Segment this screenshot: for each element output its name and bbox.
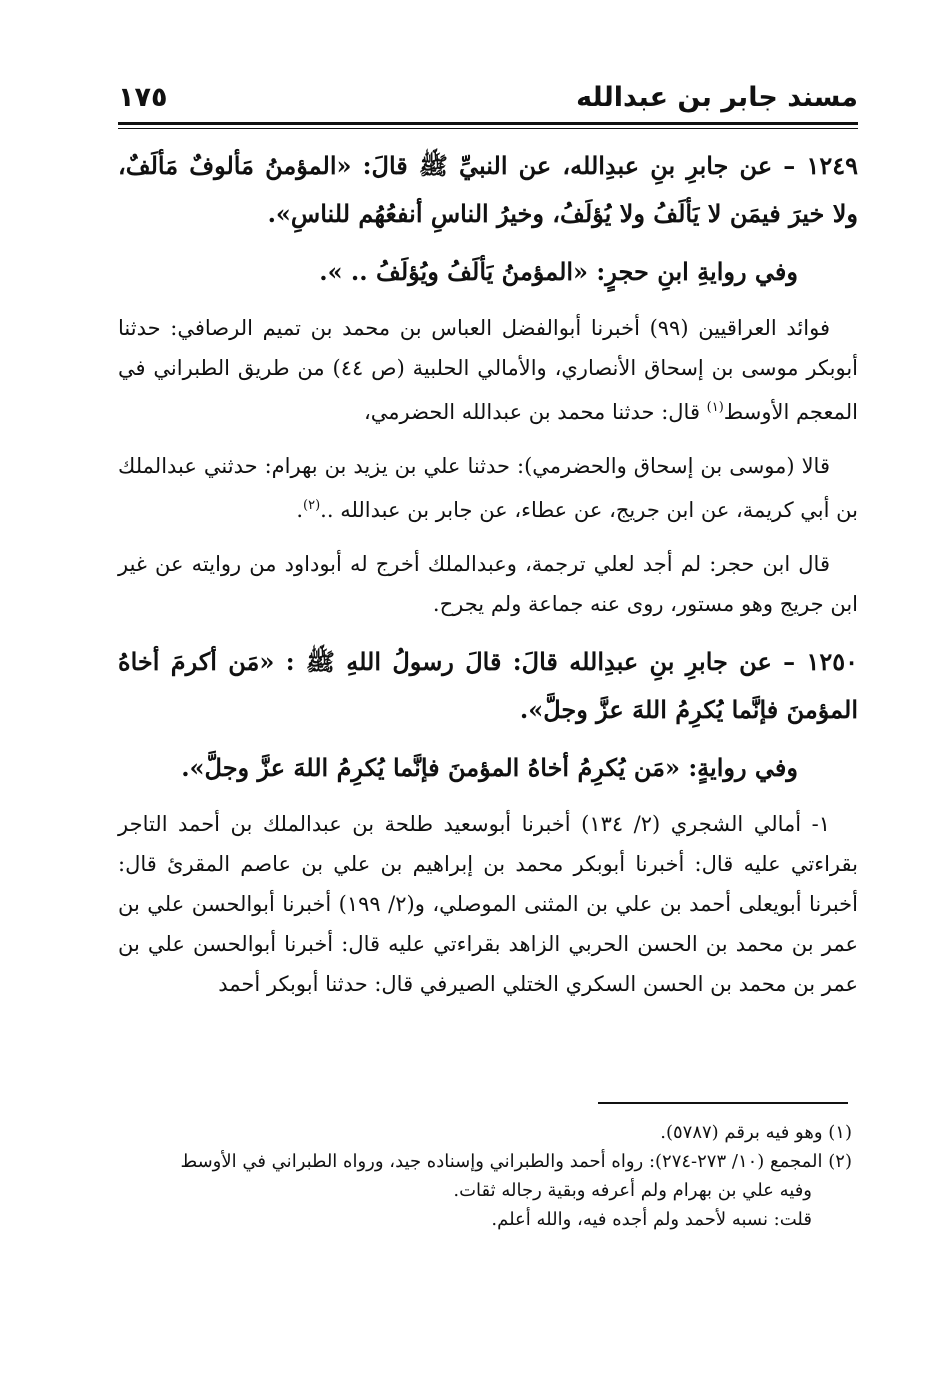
footnote-2-note: قلت: نسبه لأحمد ولم أجده فيه، والله أعلم.	[491, 1209, 812, 1230]
source-text: .	[296, 498, 304, 522]
source-paragraph: ١- أمالي الشجري (٢/ ١٣٤) أخبرنا أبوسعيد طلحة بن عبدالملك بن أحمد التاجر بقراءتي عليه قال: أخبرنا أبوبكر محمد بن إبراهيم بن علي بن عاصم المقرئ قال: أخبرنا أبويعلى أحمد بن علي بن المثنى الموصلي، و(٢/ ١٩٩) أخبرنا أبوالحسن علي بن عمر بن محمد بن الحسن الحربي الزاهد بقراءتي عليه قال: أخبرنا أبوالحسن علي بن عمر بن محمد بن الحسن السكري الختلي الصيرفي قال: حدثنا أبوبكر أحمد	[118, 812, 858, 996]
header-rule-thin	[118, 128, 858, 129]
hadith-1250: ١٢٥٠ – عن جابرِ بنِ عبدِالله قالَ: قالَ رسولُ اللهِ ﷺ : «مَن أكرمَ أخاهُ المؤمنَ فإنَّما يُكرِمُ اللهَ عزَّ وجلَّ».	[118, 647, 858, 724]
footnote-marker: (١)	[706, 400, 724, 415]
running-title: مسند جابر بن عبدالله	[576, 82, 858, 113]
hadith-1250-variant: وفي روايةٍ: «مَن يُكرِمُ أخاهُ المؤمنَ فإنَّما يُكرِمُ اللهَ عزَّ وجلَّ».	[181, 753, 798, 782]
footnote-2: (٢) المجمع (١٠/ ٢٧٣-٢٧٤): رواه أحمد والطبراني وإسناده جيد، ورواه الطبراني في الأوسط	[180, 1151, 852, 1172]
hadith-1249-variant: وفي روايةِ ابنِ حجرٍ: «المؤمنُ يَألَفُ ويُؤلَفُ .. ».	[319, 257, 798, 286]
source-paragraph	[118, 308, 858, 432]
source-paragraph	[118, 544, 858, 624]
source-text: قال: حدثنا محمد بن عبدالله الحضرمي،	[364, 400, 707, 424]
page-number: ١٧٥	[118, 82, 168, 113]
page-header	[118, 82, 858, 126]
header-rule-thick	[118, 122, 858, 125]
source-text: قالا (موسى بن إسحاق والحضرمي): حدثنا علي بن يزيد بن بهرام: حدثني عبدالملك بن أبي كريمة، عن ابن جريج، عن عطاء، عن جابر بن عبدالله ..	[118, 454, 858, 522]
footnote-1: (١) وهو فيه برقم (٥٧٨٧).	[660, 1122, 852, 1143]
main-text	[118, 142, 858, 1018]
footnotes	[110, 1118, 852, 1234]
source-text: فوائد العراقيين (٩٩) أخبرنا أبوالفضل العباس بن محمد بن تميم الرصافي: حدثنا أبوبكر موسى بن إسحاق الأنصاري، والأمالي الحلبية (ص ٤٤) من طريق الطبراني في المعجم الأوسط	[118, 316, 858, 424]
footnote-2-continuation: وفيه علي بن بهرام ولم أعرفه وبقية رجاله ثقات.	[453, 1180, 812, 1201]
source-text: قال ابن حجر: لم أجد لعلي ترجمة، وعبدالملك أخرج له أبوداود من روايته عن غير ابن جريج وهو مستور، روى عنه جماعة ولم يجرح.	[118, 552, 858, 616]
footnote-separator	[598, 1102, 848, 1104]
hadith-1249: ١٢٤٩ – عن جابرِ بنِ عبدِالله، عن النبيِّ ﷺ قالَ: «المؤمنُ مَألوفٌ مَألَفٌ، ولا خيرَ فيمَن لا يَألَفُ ولا يُؤلَفُ، وخيرُ الناسِ أنفعُهُم للناسِ».	[118, 151, 858, 228]
source-paragraph	[118, 446, 858, 530]
footnote-marker: (٢)	[303, 498, 321, 513]
